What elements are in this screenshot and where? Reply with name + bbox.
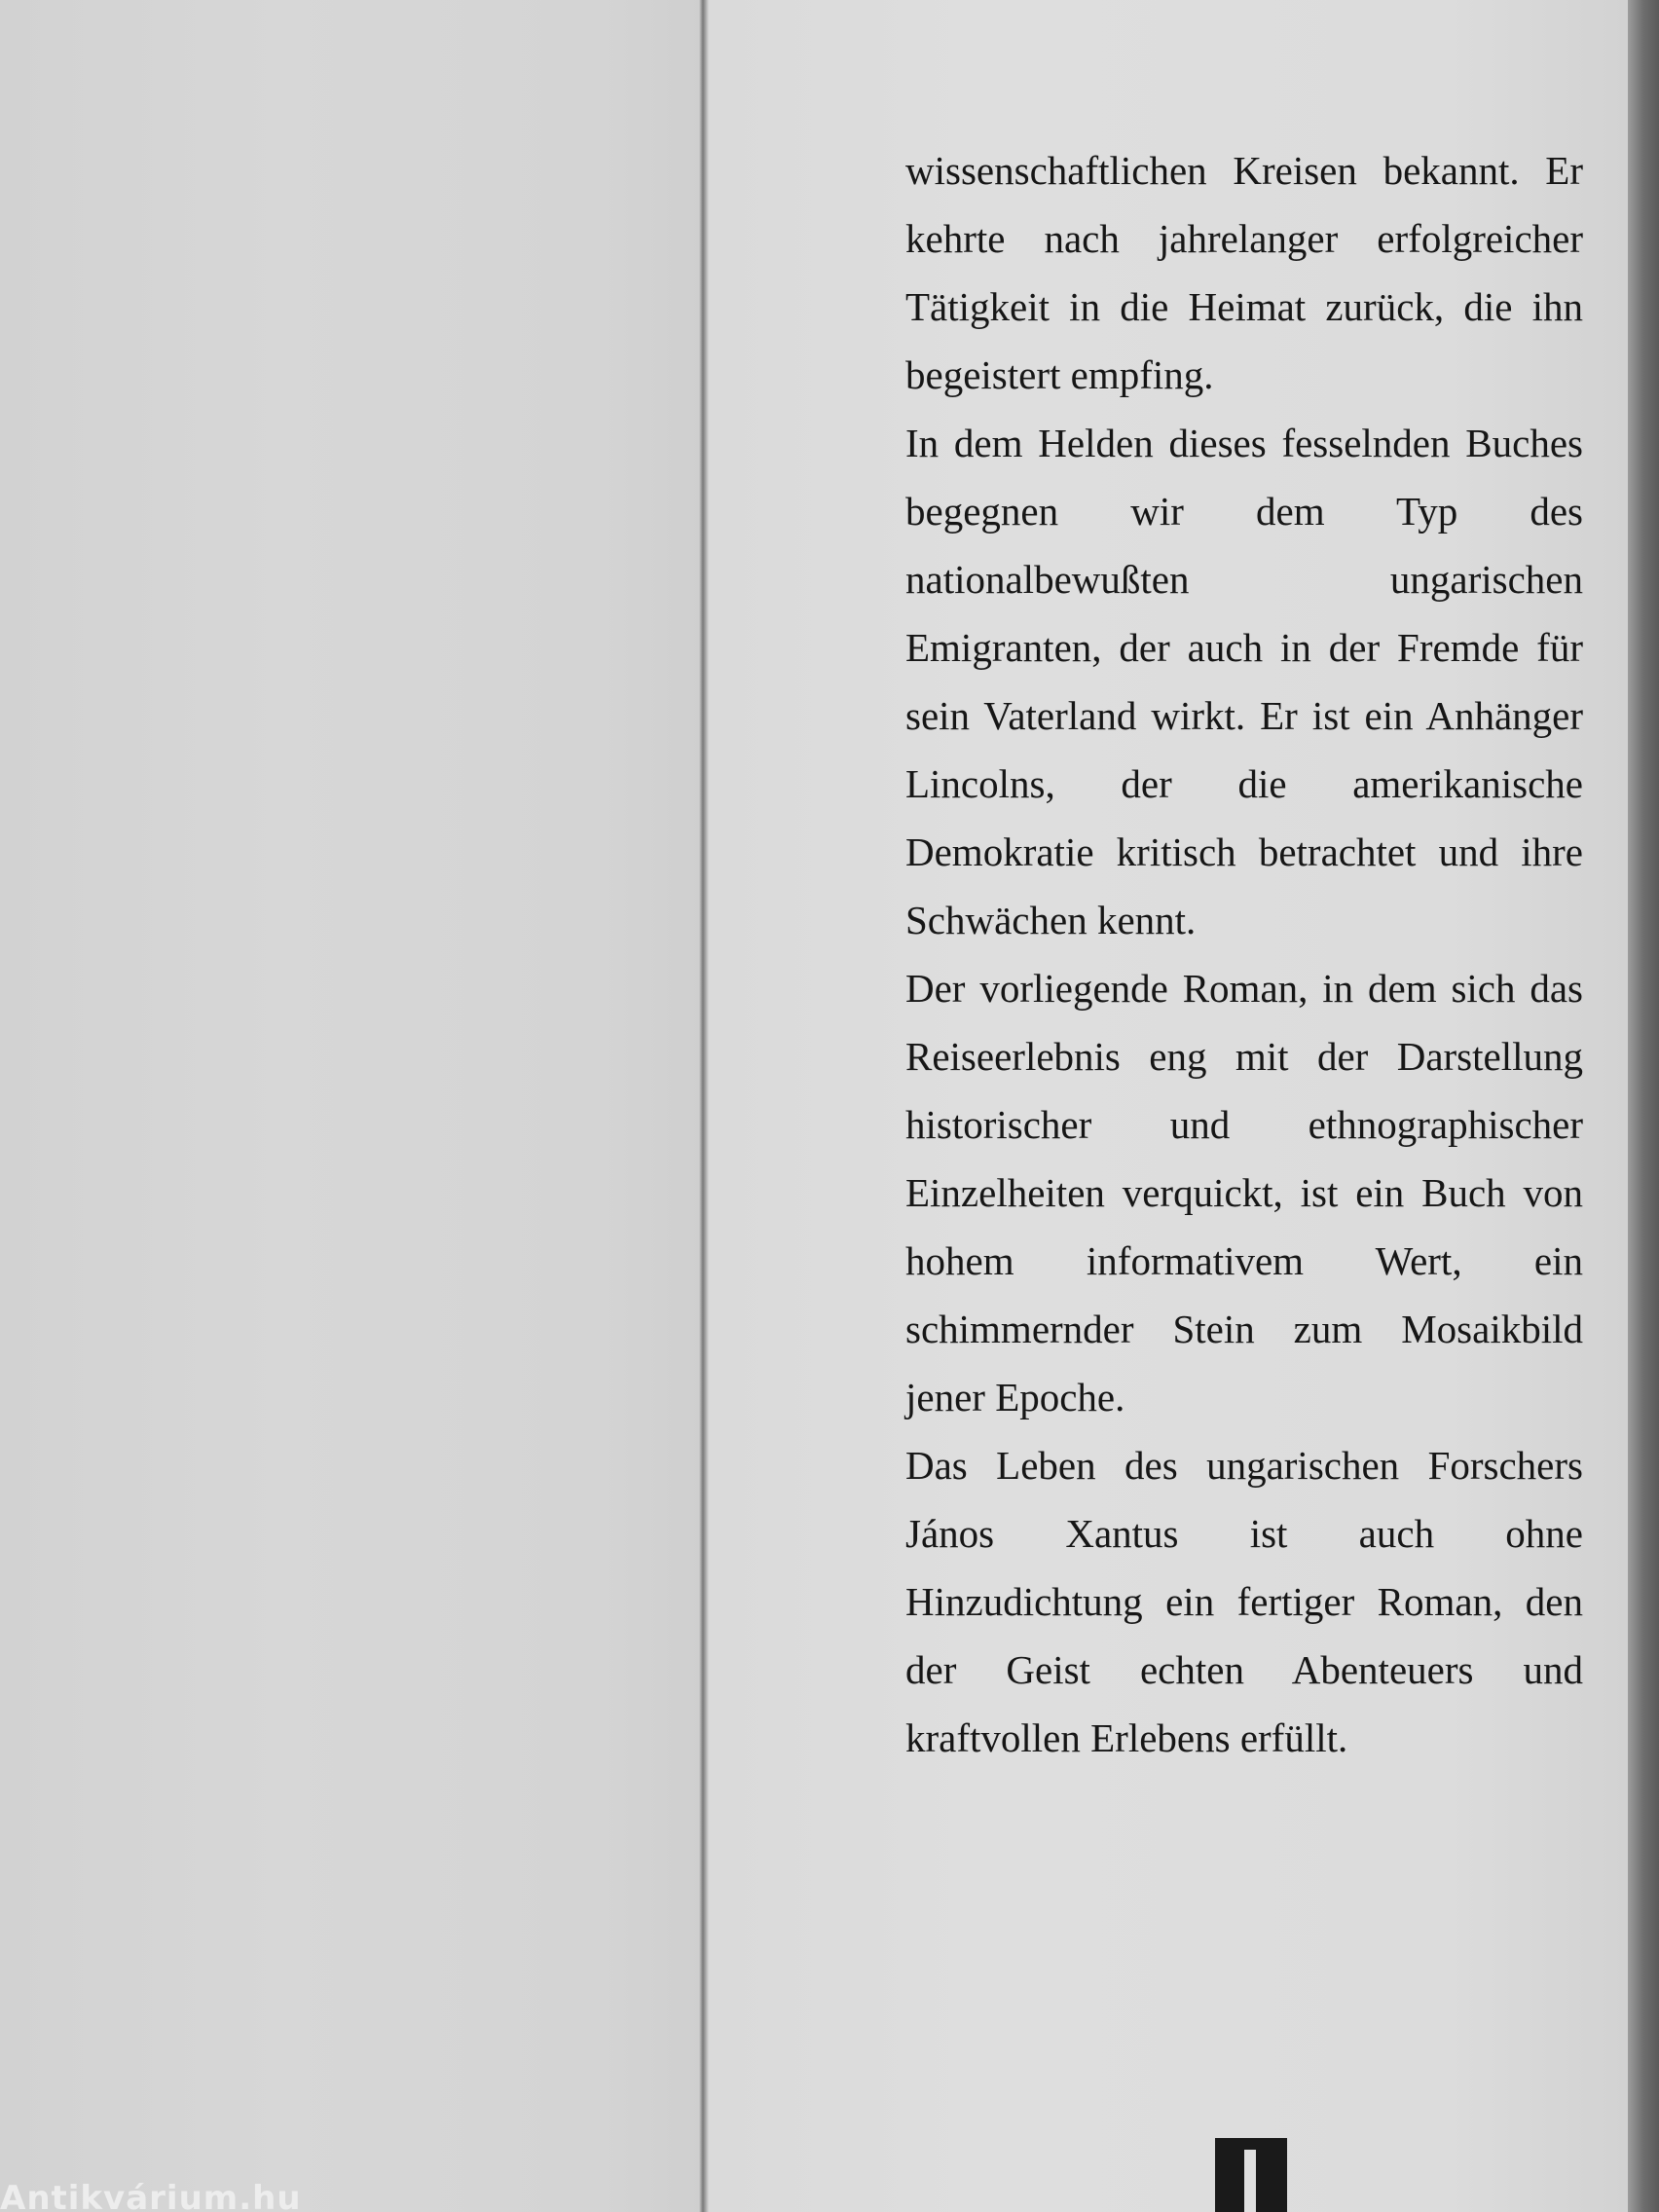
paragraph-4: Das Leben des ungarischen Forschers János Xantus ist auch ohne Hinzudichtung ein fertiger Roman, den der Geist echten Abenteuers und kraftvollen Erlebens erfüllt. <box>905 1443 1583 1760</box>
watermark: Antikvárium.hu <box>0 2179 302 2212</box>
publisher-logo-mark <box>1244 2150 1256 2212</box>
paragraph-1: wissenschaftlichen Kreisen bekannt. Er kehrte nach jahrelanger erfolgreicher Tätigkeit in die Heimat zurück, die ihn begeistert empfing. <box>905 148 1583 397</box>
left-page <box>0 0 703 2212</box>
book-fold <box>699 0 709 2212</box>
page-edge <box>1628 0 1659 2212</box>
publisher-logo <box>1215 2138 1287 2212</box>
paragraph-3: Der vorliegende Roman, in dem sich das Reiseerlebnis eng mit der Darstellung historischer und ethnographischer Einzelheiten verquickt, ist ein Buch von hohem informativem Wert, ein schimmernder Stein zum Mosaikbild jener Epoche. <box>905 966 1583 1419</box>
paragraph-2: In dem Helden dieses fesselnden Buches begegnen wir dem Typ des nationalbewußten ungarischen Emigranten, der auch in der Fremde für sein Vaterland wirkt. Er ist ein Anhänger Lincolns, der die amerikanische Demokratie kritisch betrachtet und ihre Schwächen kennt. <box>905 421 1583 942</box>
flap-text <box>905 136 1583 1772</box>
